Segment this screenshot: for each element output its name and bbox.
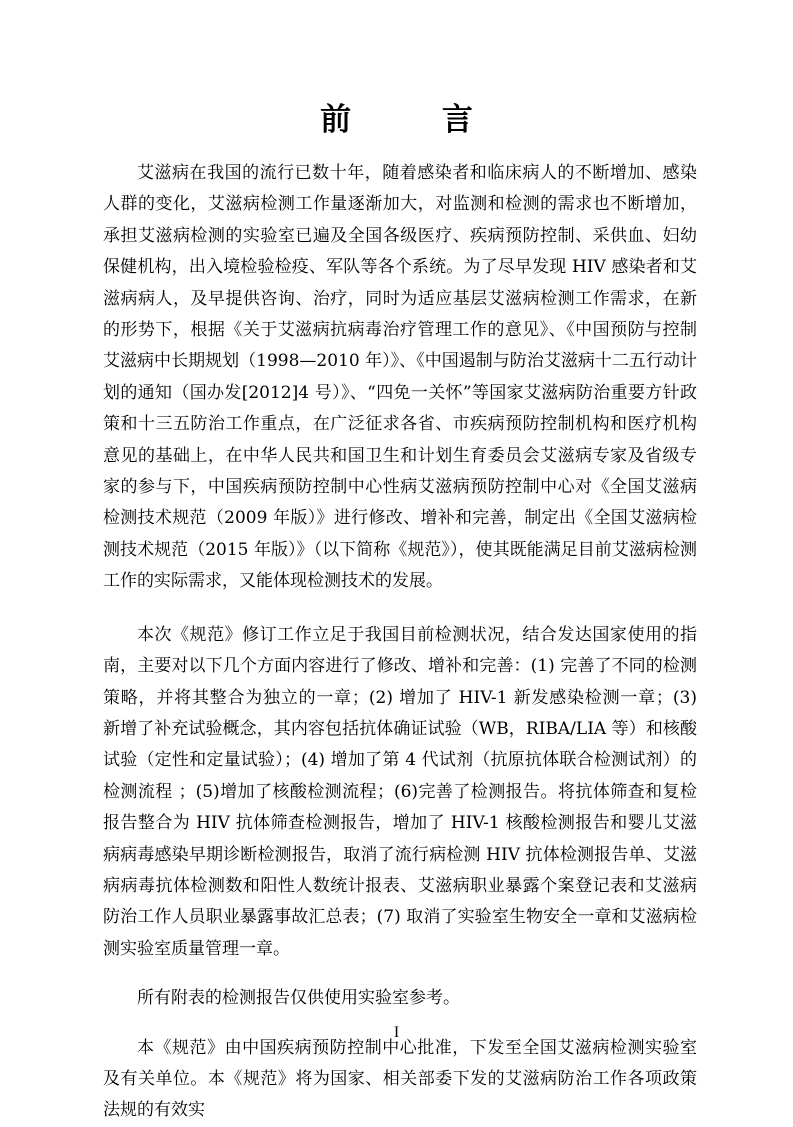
paragraph-approval: 本《规范》由中国疾病预防控制中心批准，下发至全国艾滋病检测实验室及有关单位。本《规范》将为国家、相关部委下发的艾滋病防治工作各项政策法规的有效实 bbox=[103, 1037, 697, 1121]
page-number: I bbox=[393, 1024, 400, 1041]
body-text bbox=[103, 158, 697, 1127]
page-title: 前 言 bbox=[320, 102, 513, 138]
paragraph-appendix-note: 所有附表的检测报告仅供使用实验室参考。 bbox=[137, 988, 460, 1009]
paragraph-revisions: 本次《规范》修订工作立足于我国目前检测状况，结合发达国家使用的指南，主要对以下几个方面内容进行了修改、增补和完善：(1) 完善了不同的检测策略，并将其整合为独立的一章；(2) 增加了 HIV-1 新发感染检测一章；(3) 新增了补充试验概念，其内容包括抗体确证试验（WB，RIBA/LIA 等）和核酸试验（定性和定量试验）；(4) 增加了第 4 代试剂（抗原抗体联合检测试剂）的检测流程 ；(5)增加了核酸检测流程；(6)完善了检测报告。将抗体筛查和复检报告整合为 HIV 抗体筛查检测报告，增加了 HIV-1 核酸检测报告和婴儿艾滋病病毒感染早期诊断检测报告，取消了流行病检测 HIV 抗体检测报告单、艾滋病病毒抗体检测数和阳性人数统计报表、艾滋病职业暴露个案登记表和艾滋病防治工作人员职业暴露事故汇总表；(7) 取消了实验室生物安全一章和艾滋病检测实验室质量管理一章。 bbox=[103, 624, 697, 959]
paragraph-intro: 艾滋病在我国的流行已数十年，随着感染者和临床病人的不断增加、感染人群的变化，艾滋病检测工作量逐渐加大，对监测和检测的需求也不断增加，承担艾滋病检测的实验室已遍及全国各级医疗、疾病预防控制、采供血、妇幼保健机构，出入境检验检疫、军队等各个系统。为了尽早发现 HIV 感染者和艾滋病病人，及早提供咨询、治疗，同时为适应基层艾滋病检测工作需求，在新的形势下，根据《关于艾滋病抗病毒治疗管理工作的意见》、《中国预防与控制艾滋病中长期规划（1998—2010 年）》、《中国遏制与防治艾滋病十二五行动计划的通知（国办发[2012]4 号）》、“四免一关怀”等国家艾滋病防治重要方针政策和十三五防治工作重点，在广泛征求各省、市疾病预防控制机构和医疗机构意见的基础上，在中华人民共和国卫生和计划生育委员会艾滋病专家及省级专家的参与下，中国疾病预防控制中心性病艾滋病预防控制中心对《全国艾滋病检测技术规范（2009 年版）》进行修改、增补和完善，制定出《全国艾滋病检测技术规范（2015 年版）》（以下简称《规范》），使其既能满足目前艾滋病检测工作的实际需求，又能体现检测技术的发展。 bbox=[103, 163, 697, 592]
